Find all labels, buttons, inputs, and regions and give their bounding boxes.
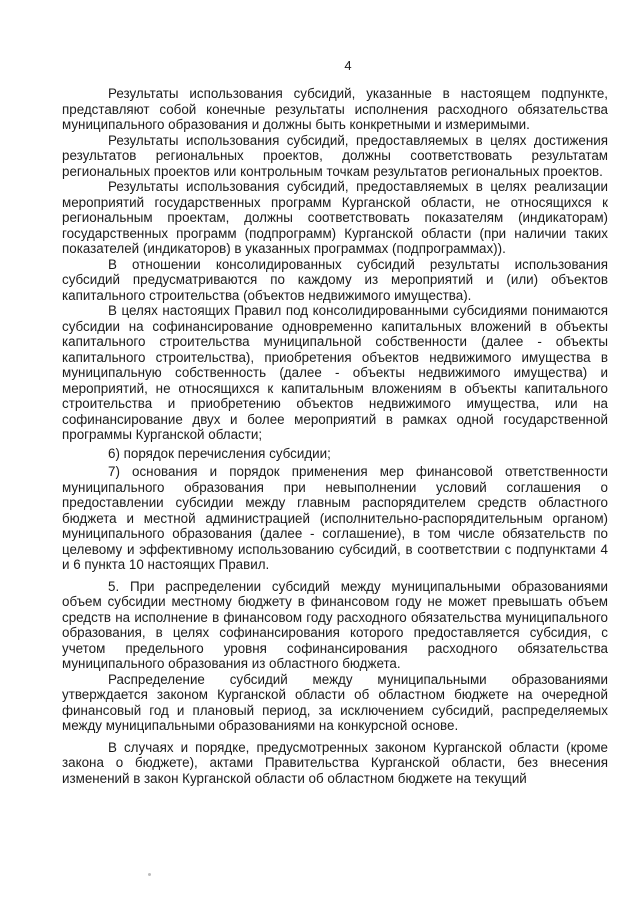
page-number: 4 — [344, 58, 352, 73]
paragraph-distribution-law: Распределение субсидий между муниципальными образованиями утверждается законом Курганской области об областном бюджете на очередной финансовый год и плановый период, за исключением субсидий, распределяемых между муниципальными образованиями на конкурсной основе. — [62, 671, 608, 733]
document-body — [62, 86, 608, 786]
paragraph-section-5: 5. При распределении субсидий между муниципальными образованиями объем субсидии местному бюджету в финансовом году не может превышать объем средств на исполнение в финансовом году расходного обязательства муниципального образования, в целях софинансирования которого предоставляется субсидия, с учетом предельного уровня софинансирования расходного обязательства муниципального образования из областного бюджета. — [62, 578, 608, 671]
scan-dot-mark — [148, 873, 151, 876]
paragraph-item-7: 7) основания и порядок применения мер финансовой ответственности муниципального образования при невыполнении условий соглашения о предоставлении субсидии между главным распорядителем средств областного бюджета и местной администрацией (исполнительно-распорядительным органом) муниципального образования (далее - соглашение), в том числе обязательств по целевому и эффективному использованию субсидий, в соответствии с подпунктами 4 и 6 пункта 10 настоящих Правил. — [62, 464, 608, 572]
paragraph-state-programs-results: Результаты использования субсидий, предоставляемых в целях реализации мероприятий государственных программ Курганской области, не относящихся к региональным проектам, должны соответствовать показателям (индикаторам) государственных программ (подпрограмм) Курганской области (при наличии таких показателей (индикаторов) в указанных программах (подпрограммах)). — [62, 179, 608, 256]
paragraph-regional-projects-results: Результаты использования субсидий, предоставляемых в целях достижения результатов региональных проектов, должны соответствовать результатам региональных проектов или контрольным точкам результатов региональных проектов. — [62, 132, 608, 179]
paragraph-item-6: 6) порядок перечисления субсидии; — [108, 445, 331, 461]
paragraph-consolidated-subsidies-definition: В целях настоящих Правил под консолидированными субсидиями понимаются субсидии на софинансирование одновременно капитальных вложений в объекты капитального строительства муниципальной собственности (далее - объекты капитального строительства), приобретения объектов недвижимого имущества в муниципальную собственность (далее - объекты недвижимого имущества) и мероприятий, не относящихся к капитальным вложениям в объекты капитального строительства и приобретению объектов недвижимого имущества, или на софинансирование двух и более мероприятий в рамках одной государственной программы Курганской области; — [62, 303, 608, 442]
paragraph-subsidy-results-final: Результаты использования субсидий, указанные в настоящем подпункте, представляют собой конечные результаты исполнения расходного обязательства муниципального образования и должны быть конкретными и измеримыми. — [62, 86, 608, 132]
paragraph-consolidated-subsidies-results: В отношении консолидированных субсидий результаты использования субсидий предусматриваются по каждому из мероприятий и (или) объектов капитального строительства (объектов недвижимого имущества). — [62, 256, 608, 303]
paragraph-cases-and-procedure: В случаях и порядке, предусмотренных законом Курганской области (кроме закона о бюджете), актами Правительства Курганской области, без внесения изменений в закон Курганской области об областном бюджете на текущий — [62, 739, 608, 786]
